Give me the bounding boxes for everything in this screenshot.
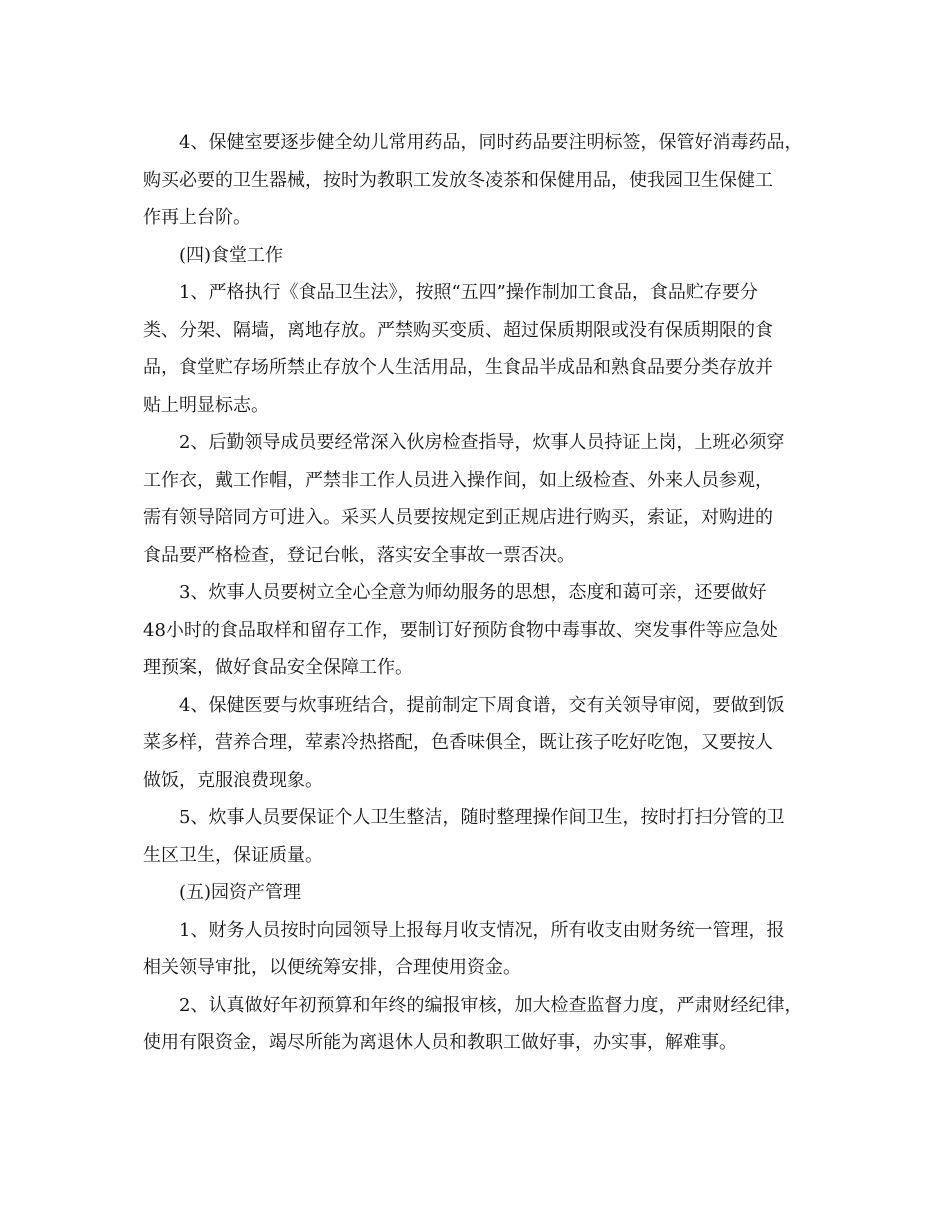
text-line: 使用有限资金，竭尽所能为离退休人员和教职工做好事，办实事，解难事。 [143,1032,737,1053]
text-line: 3、炊事人员要树立全心全意为师幼服务的思想，态度和蔼可亲，还要做好 [179,582,767,603]
text-line: 做饭，克服浪费现象。 [143,769,323,791]
text-line: 2、后勤领导成员要经常深入伙房检查指导，炊事人员持证上岗，上班必须穿 [179,432,785,453]
text-line: 1、严格执行《食品卫生法》，按照“五四”操作制加工食品，食品贮存要分 [179,282,758,303]
text-line: 相关领导审批，以便统筹安排，合理使用资金。 [143,957,521,978]
text-line: 需有领导陪同方可进入。采买人员要按规定到正规店进行购买，索证，对购进的 [143,507,773,528]
text-line: 4、保健医要与炊事班结合，提前制定下周食谱，交有关领导审阅，要做到饭 [179,694,785,716]
document-body [143,124,818,1062]
text-line: 贴上明显标志。 [143,394,269,416]
text-line: 1、财务人员按时向园领导上报每月收支情况，所有收支由财务统一管理，报 [179,919,785,941]
text-line: 作再上台阶。 [143,207,251,228]
text-line: (五)园资产管理 [179,882,302,903]
text-line: 类、分架、隔墙，离地存放。严禁购买变质、超过保质期限或没有保质期限的食 [143,319,773,341]
text-line: 菜多样，营养合理，荤素冷热搭配，色香味俱全，既让孩子吃好吃饱，又要按人 [143,732,773,753]
text-line: 48小时的食品取样和留存工作，要制订好预防食物中毒事故、突发事件等应急处 [143,619,778,641]
text-line: 5、炊事人员要保证个人卫生整洁，随时整理操作间卫生，按时打扫分管的卫 [179,807,785,828]
text-line: 生区卫生，保证质量。 [143,844,323,866]
text-line: 工作衣，戴工作帽，严禁非工作人员进入操作间，如上级检查、外来人员参观， [143,469,773,491]
text-line: 品，食堂贮存场所禁止存放个人生活用品，生食品半成品和熟食品要分类存放并 [143,357,773,378]
text-line: 购买必要的卫生器械，按时为教职工发放冬凌茶和保健用品，使我园卫生保健工 [143,169,773,191]
text-line: 2、认真做好年初预算和年终的编报审核，加大检查监督力度，严肃财经纪律， [179,994,803,1016]
text-line: 理预案，做好食品安全保障工作。 [143,657,413,678]
text-line: 4、保健室要逐步健全幼儿常用药品，同时药品要注明标签，保管好消毒药品， [179,132,803,153]
text-line: (四)食堂工作 [179,244,284,266]
text-line: 食品要严格检查，登记台帐，落实安全事故一票否决。 [143,544,575,566]
